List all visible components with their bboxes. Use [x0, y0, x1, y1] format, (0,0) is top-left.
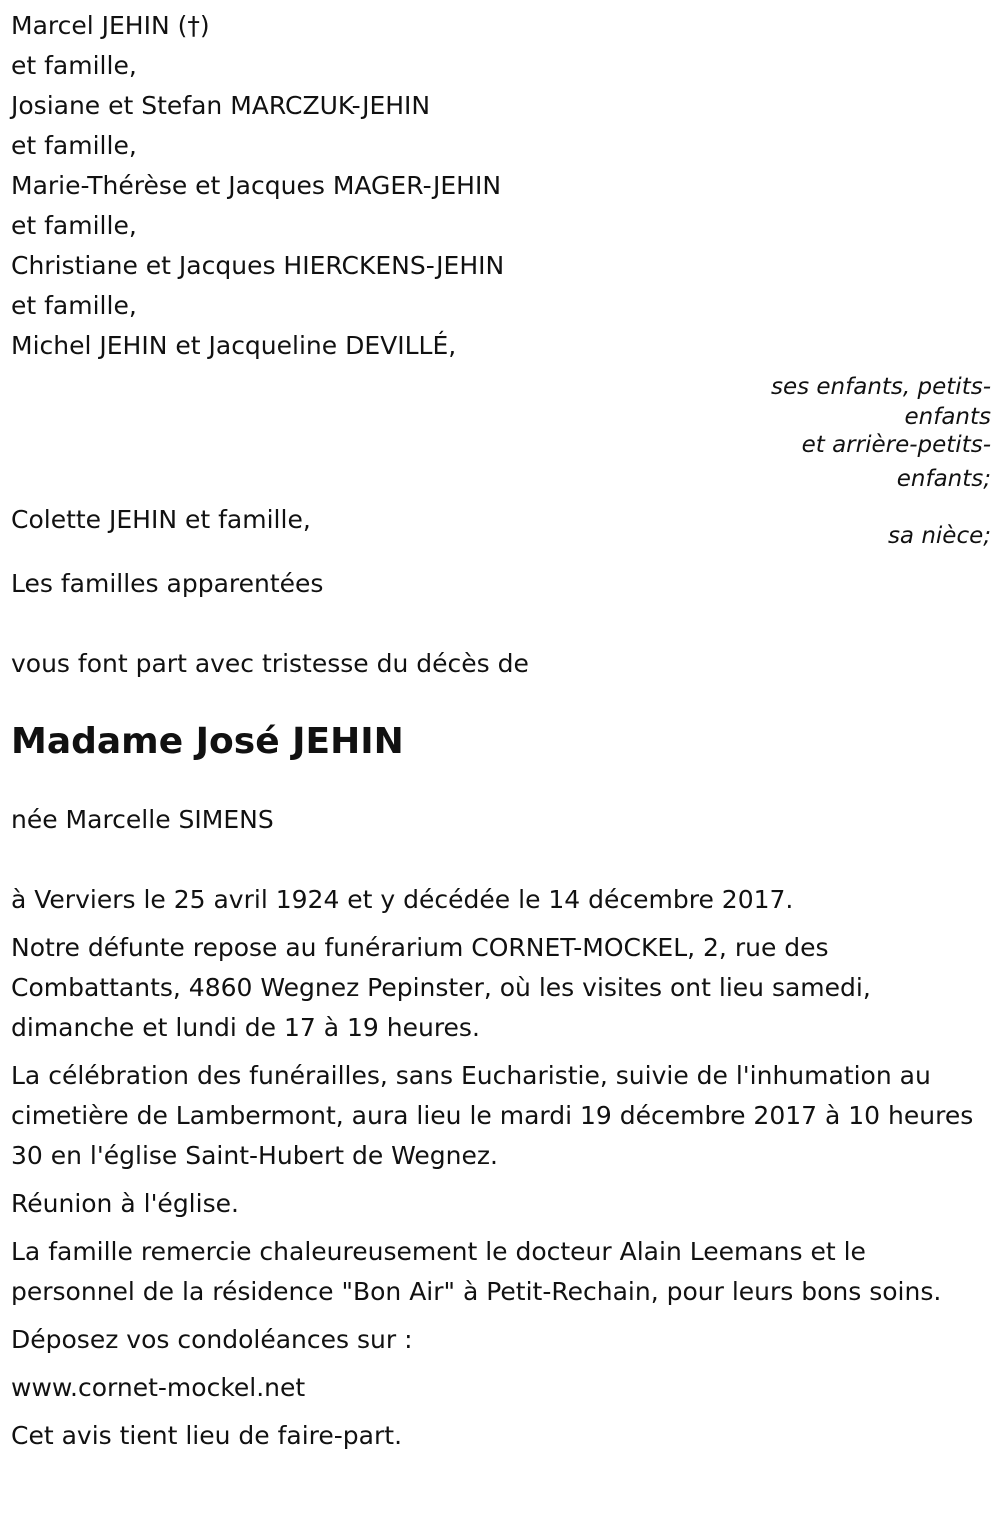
thanks-text: La famille remercie chaleureusement le docteur Alain Leemans et le personnel de la résidence "Bon Air" à Petit-Rechain, pour leurs bons soins. [11, 1237, 942, 1306]
family-list [11, 6, 991, 366]
niece-relation: sa nièce; [887, 523, 991, 549]
website-text: www.cornet-mockel.net [11, 1373, 306, 1402]
family-line: Christiane et Jacques HIERCKENS-JEHIN [11, 251, 505, 280]
niece-row [11, 500, 991, 560]
family-line: et famille, [11, 211, 137, 240]
announcement-text: vous font part avec tristesse du décès de [11, 649, 529, 678]
deceased-name: Madame José JEHIN [11, 721, 404, 762]
family-line: Marcel JEHIN (†) [11, 11, 210, 40]
birth-death-text: à Verviers le 25 avril 1924 et y décédée le 14 décembre 2017. [11, 885, 794, 914]
relation-children-line: enfants [904, 404, 991, 430]
family-line: Marie-Thérèse et Jacques MAGER-JEHIN [11, 171, 502, 200]
relation-grand-line: enfants; [896, 466, 991, 492]
family-line: et famille, [11, 131, 137, 160]
maiden-name: née Marcelle SIMENS [11, 805, 274, 834]
notice-text: Cet avis tient lieu de faire-part. [11, 1421, 403, 1450]
family-line: et famille, [11, 291, 137, 320]
family-line: Josiane et Stefan MARCZUK-JEHIN [11, 91, 431, 120]
relation-great-grandchildren [731, 428, 991, 496]
condolences-text: Déposez vos condoléances sur : [11, 1325, 413, 1354]
family-line: et famille, [11, 51, 137, 80]
meeting-text: Réunion à l'église. [11, 1189, 239, 1218]
related-families: Les familles apparentées [11, 569, 324, 598]
relation-children-line: ses enfants, petits- [770, 374, 991, 400]
niece-name: Colette JEHIN et famille, [11, 505, 311, 534]
family-line: Michel JEHIN et Jacqueline DEVILLÉ, [11, 331, 457, 360]
relation-grand-line: et arrière-petits- [801, 432, 991, 458]
ceremony-text: La célébration des funérailles, sans Eucharistie, suivie de l'inhumation au cimetière de Lambermont, aura lieu le mardi 19 décembre 2017 à 10 heures 30 en l'église Saint-Hubert de Wegnez. [11, 1061, 974, 1170]
funerarium-text: Notre défunte repose au funérarium CORNET-MOCKEL, 2, rue des Combattants, 4860 Wegnez Pepinster, où les visites ont lieu samedi, dimanche et lundi de 17 à 19 heures. [11, 933, 871, 1042]
relation-children [731, 372, 991, 428]
obituary-notice [11, 6, 991, 1456]
